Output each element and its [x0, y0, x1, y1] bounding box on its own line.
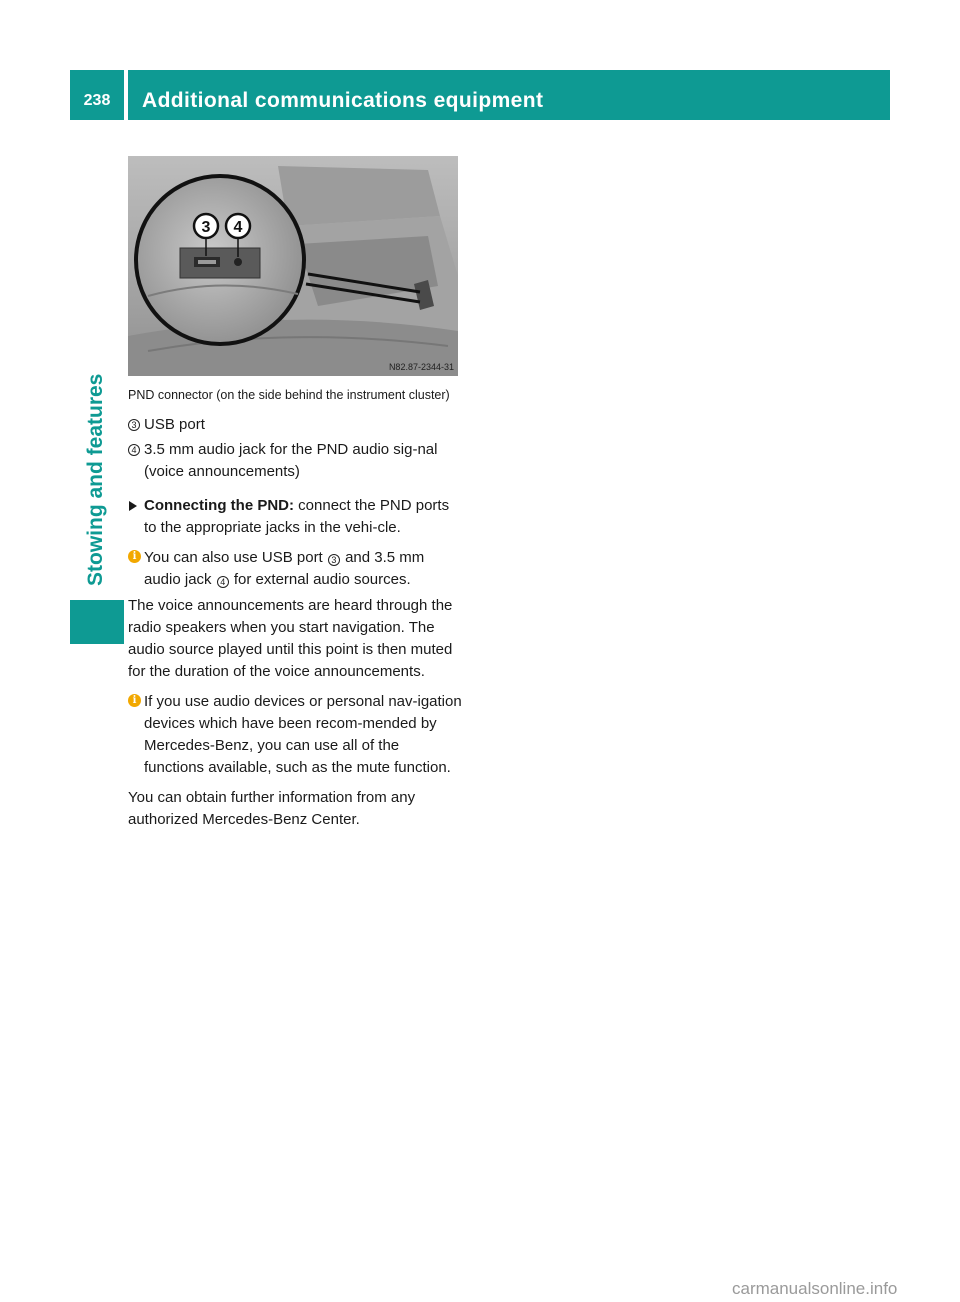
item-number: 3	[128, 419, 140, 431]
list-item	[128, 414, 462, 436]
step-arrow-icon	[129, 501, 137, 511]
step-text: connect the PND ports to the appropriate jacks in the vehi-cle.	[144, 497, 450, 536]
item-text: 3.5 mm audio jack for the PND audio sig-nal (voice announcements)	[144, 441, 438, 480]
figure-code: N82.87-2344-31	[388, 362, 454, 372]
content-column	[128, 388, 462, 831]
page-number: 238	[83, 92, 111, 109]
figure-caption: PND connector (on the side behind the instrument cluster)	[128, 388, 450, 402]
body-paragraph: You can obtain further information from any authorized Mercedes-Benz Center.	[128, 789, 416, 828]
info-note	[128, 547, 462, 591]
info-note	[128, 691, 462, 779]
item-text: USB port	[144, 416, 205, 433]
note-text-part1: You can also use USB port	[144, 549, 327, 566]
instruction-step	[128, 495, 462, 539]
section-side-block	[70, 600, 124, 644]
item-number: 4	[128, 444, 140, 456]
info-icon: i	[128, 550, 141, 563]
callout-4-label: 4	[233, 219, 243, 236]
watermark: carmanualsonline.info	[732, 1279, 898, 1298]
list-item	[128, 439, 462, 483]
ref-number: 4	[217, 576, 229, 588]
step-lead: Connecting the PND:	[144, 497, 294, 514]
note-text-part2: and 3.5 mm audio jack	[144, 549, 425, 588]
pnd-connector-photo	[128, 156, 458, 376]
body-paragraph: The voice announcements are heard through the radio speakers when you start navigation. The audio source played until this point is then muted for the duration of the voice announcements.	[128, 597, 453, 680]
page-title: Additional communications equipment	[142, 89, 544, 112]
ref-number: 3	[328, 554, 340, 566]
callout-3-label: 3	[201, 219, 211, 236]
pnd-connector-illustration	[128, 156, 458, 376]
note-text: If you use audio devices or personal nav-igation devices which have been recom-mended by Mercedes-Benz, you can use all of the functions available, such as the mute function.	[144, 693, 462, 776]
note-text-part3: for external audio sources.	[229, 571, 411, 588]
info-icon: i	[128, 694, 141, 707]
section-label-text: Stowing and features	[84, 373, 107, 586]
